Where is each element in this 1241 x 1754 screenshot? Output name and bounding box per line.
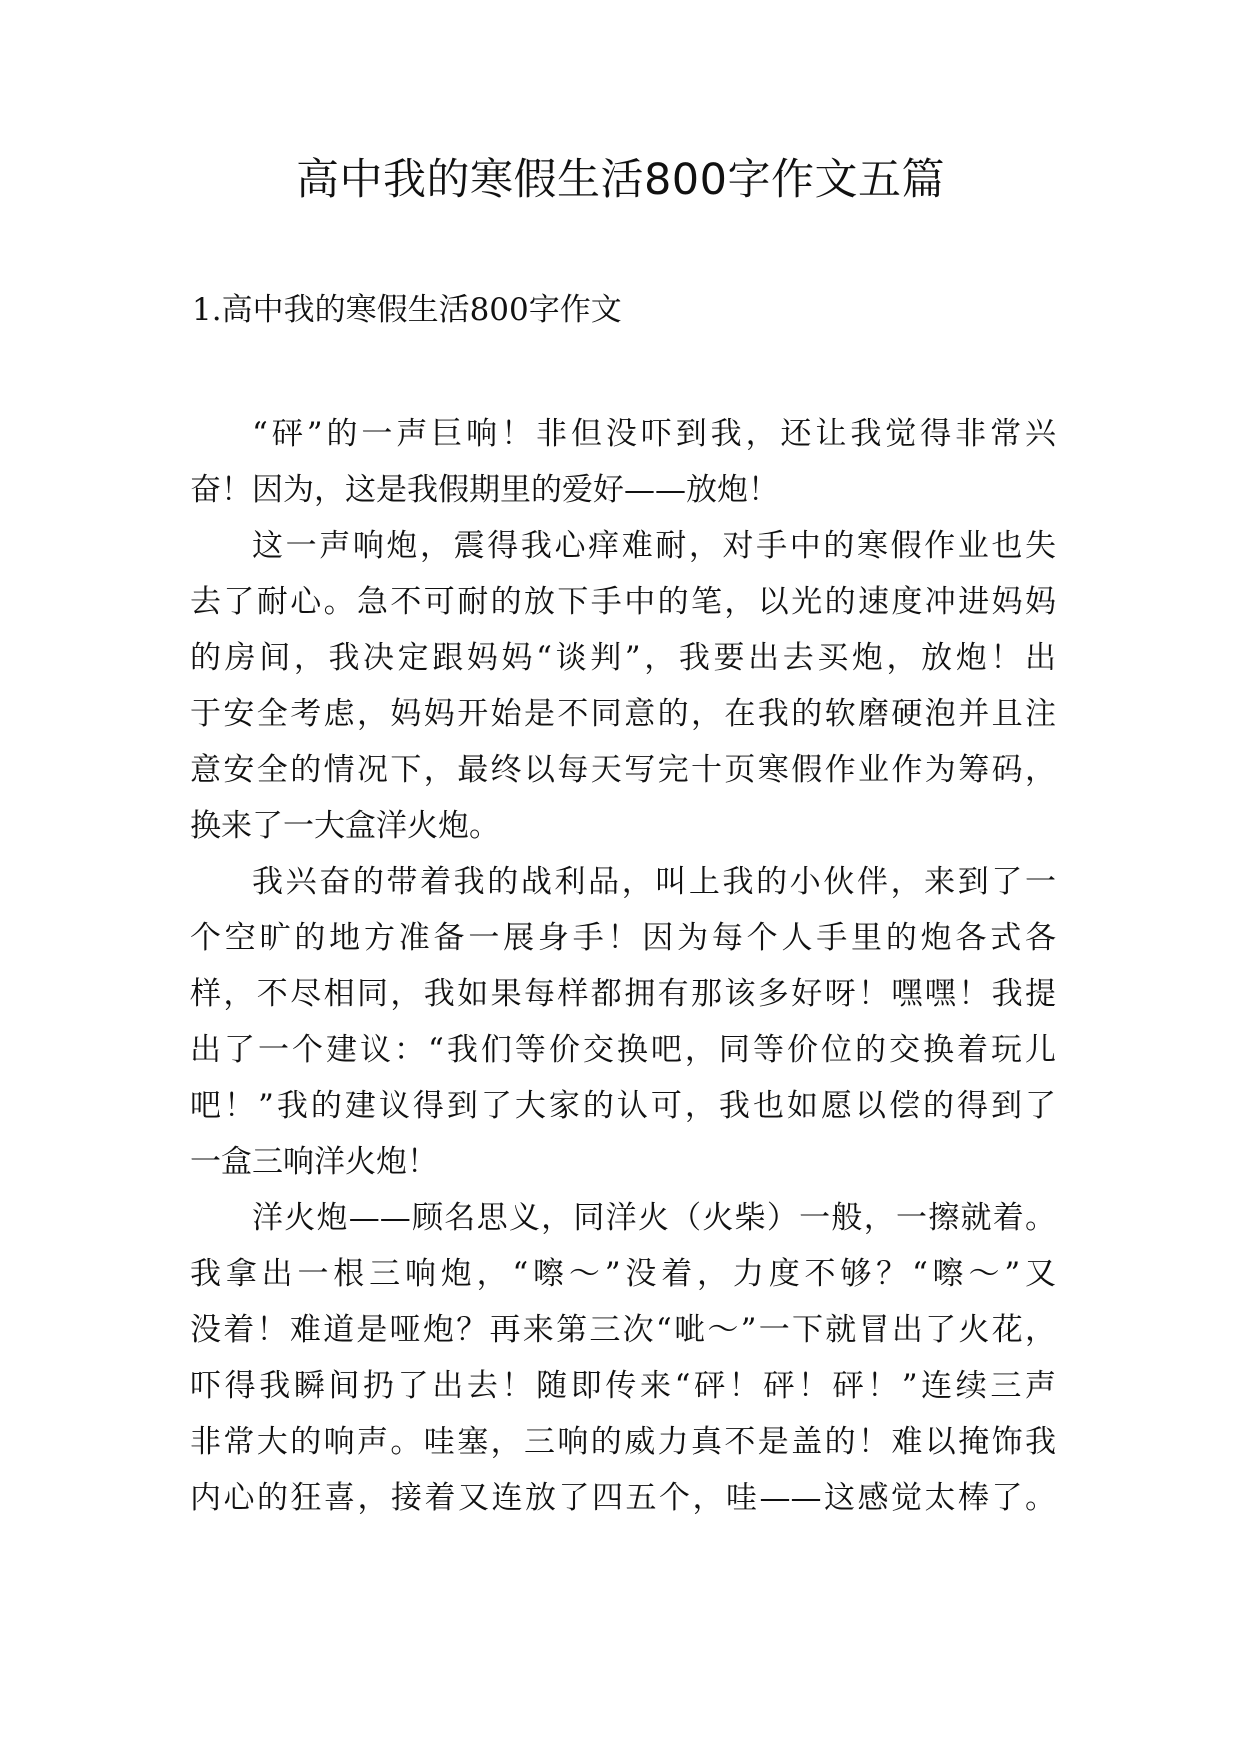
paragraph-line: 样，不尽相同，我如果每样都拥有那该多好呀！嘿嘿！我提	[190, 976, 1056, 1012]
paragraph-line: 奋！因为，这是我假期里的爱好——放炮！	[190, 472, 779, 508]
paragraph-line: 我拿出一根三响炮，“嚓～”没着，力度不够？“嚓～”又	[190, 1256, 1056, 1292]
paragraph-line: 出了一个建议：“我们等价交换吧，同等价位的交换着玩儿	[190, 1032, 1056, 1068]
document-title: 高中我的寒假生活800字作文五篇	[295, 155, 946, 205]
paragraph-line: 没着！难道是哑炮？再来第三次“呲～”一下就冒出了火花，	[190, 1312, 1056, 1348]
paragraph-line: 洋火炮——顾名思义，同洋火（火柴）一般，一擦就着。	[252, 1200, 1056, 1236]
paragraph-line: 内心的狂喜，接着又连放了四五个，哇——这感觉太棒了。	[190, 1480, 1056, 1516]
essay-body	[190, 406, 1056, 1526]
paragraph-line: 个空旷的地方准备一展身手！因为每个人手里的炮各式各	[190, 920, 1056, 956]
section-heading: 1.高中我的寒假生活800字作文	[192, 292, 622, 328]
paragraph-line: 的房间，我决定跟妈妈“谈判”，我要出去买炮，放炮！出	[190, 640, 1056, 676]
paragraph-line: 于安全考虑，妈妈开始是不同意的，在我的软磨硬泡并且注	[190, 696, 1056, 732]
paragraph-line: 这一声响炮，震得我心痒难耐，对手中的寒假作业也失	[252, 528, 1056, 564]
paragraph-line: 吓得我瞬间扔了出去！随即传来“砰！砰！砰！”连续三声	[190, 1368, 1056, 1404]
paragraph-line: 吧！”我的建议得到了大家的认可，我也如愿以偿的得到了	[190, 1088, 1056, 1124]
paragraph-line: 非常大的响声。哇塞，三响的威力真不是盖的！难以掩饰我	[190, 1424, 1056, 1460]
paragraph-line: 我兴奋的带着我的战利品，叫上我的小伙伴，来到了一	[252, 864, 1056, 900]
paragraph-line: “砰”的一声巨响！非但没吓到我，还让我觉得非常兴	[252, 416, 1056, 452]
paragraph-line: 一盒三响洋火炮！	[190, 1144, 438, 1180]
paragraph-line: 换来了一大盒洋火炮。	[190, 808, 500, 844]
paragraph-line: 去了耐心。急不可耐的放下手中的笔，以光的速度冲进妈妈	[190, 584, 1056, 620]
paragraph-line: 意安全的情况下，最终以每天写完十页寒假作业作为筹码，	[190, 752, 1056, 788]
